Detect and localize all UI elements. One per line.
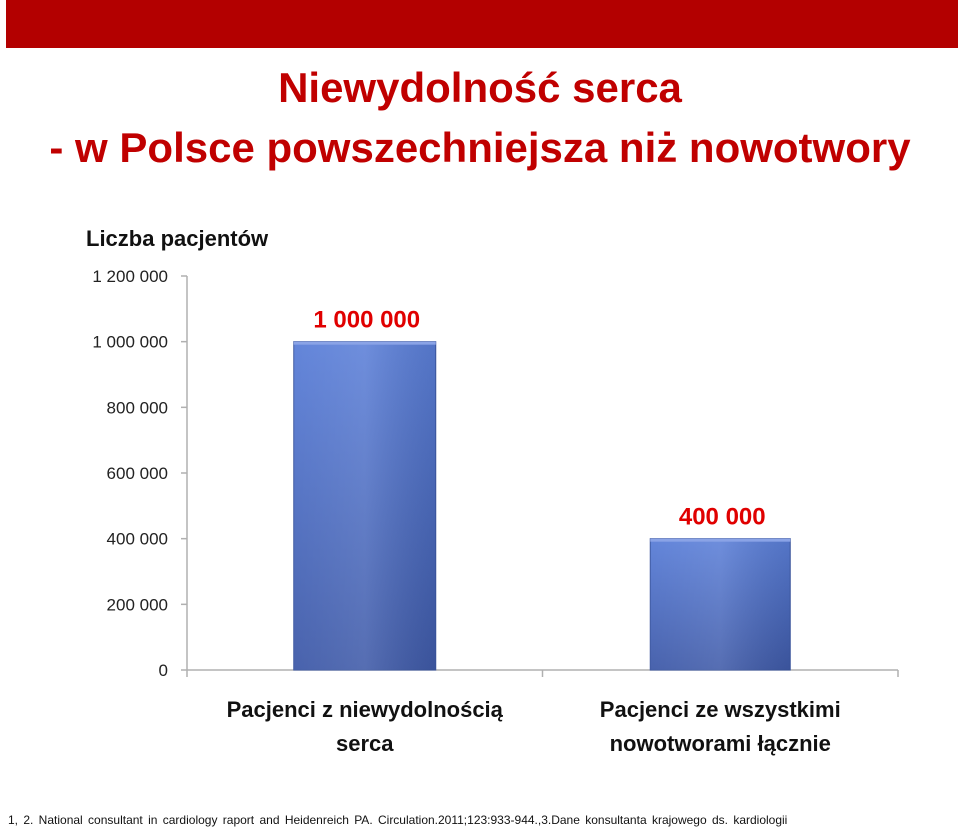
- top-accent-bar: [6, 0, 958, 48]
- bar-chart: [0, 210, 960, 780]
- category-label: Pacjenci ze wszystkimi: [599, 697, 841, 722]
- category-label: serca: [335, 731, 394, 756]
- data-label: 400 000: [678, 503, 766, 531]
- footnote-source: 1, 2. National consultant in cardiology raport and Heidenreich PA. Circulation.2011;123:933-944.,3.Dane konsultanta krajowego ds. kardiologii: [8, 813, 788, 827]
- bar-sheen: [650, 539, 790, 670]
- slide-title-line-1: Niewydolność serca: [278, 64, 682, 111]
- y-tick-label: 400 000: [106, 529, 168, 549]
- category-label: nowotworami łącznie: [609, 731, 831, 756]
- data-label: 1 000 000: [313, 306, 421, 334]
- slide-title: [0, 58, 960, 178]
- category-label: Pacjenci z niewydolnością: [226, 697, 503, 722]
- bar-sheen: [294, 342, 436, 670]
- bar-top-highlight: [650, 539, 790, 542]
- y-tick-label: 200 000: [106, 595, 168, 615]
- slide-title-line-2: - w Polsce powszechniejsza niż nowotwory: [49, 124, 911, 171]
- y-tick-label: 1 200 000: [92, 267, 168, 286]
- y-tick-label: 800 000: [106, 398, 168, 418]
- y-axis-label: Liczba pacjentów: [86, 226, 269, 251]
- y-tick-label: 0: [158, 661, 168, 680]
- bar-top-highlight: [294, 342, 436, 345]
- y-tick-label: 600 000: [106, 464, 168, 483]
- y-tick-label: 1 000 000: [92, 332, 168, 352]
